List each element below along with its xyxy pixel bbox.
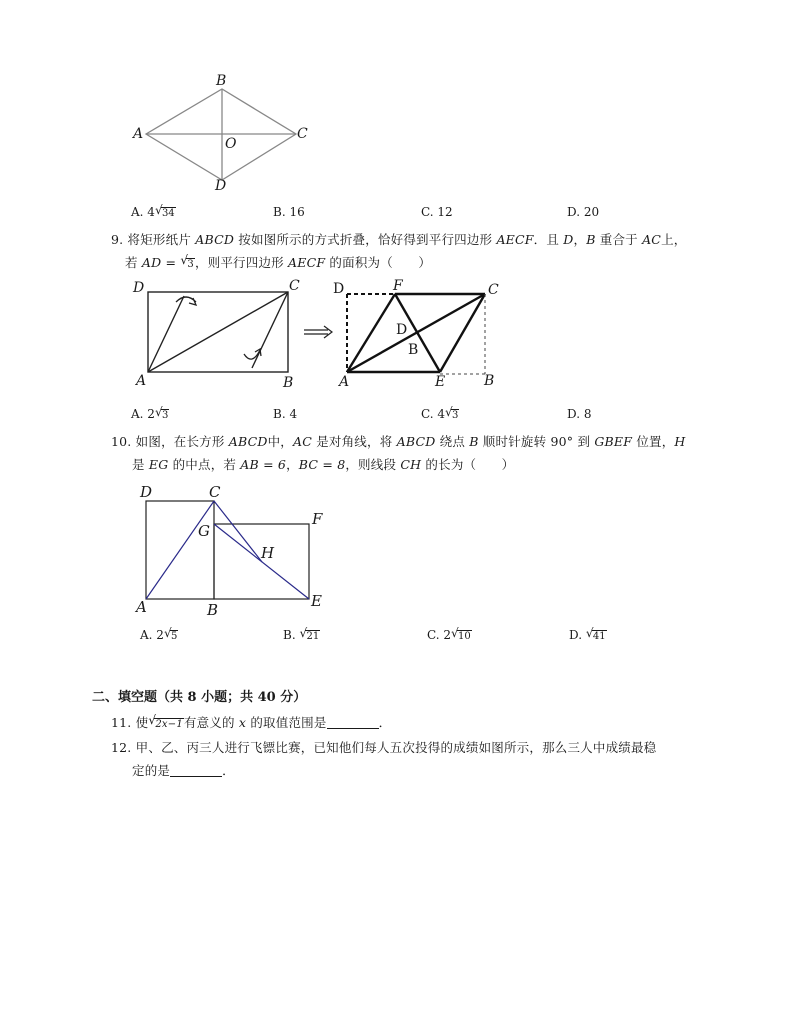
- q9-right-label-b2: B: [408, 342, 419, 358]
- q8-option-a: A. 4 √ 34: [131, 203, 175, 219]
- q9-right-label-d2: D: [396, 322, 408, 338]
- q9-right-label-e: E: [435, 374, 446, 390]
- section-title-fill-in: 二、填空题（共 8 小题；共 40 分）: [92, 690, 307, 705]
- q10-option-c: C. 2 √ 10: [427, 626, 471, 642]
- q11-answer-blank: [327, 716, 379, 729]
- q10-label-e: E: [311, 592, 322, 610]
- fig8-label-o: O: [225, 136, 237, 152]
- q9-right-label-b: B: [484, 373, 495, 389]
- fig8-label-b: B: [216, 73, 227, 89]
- q10-label-c: C: [209, 483, 221, 501]
- q8-option-d: D. 20: [567, 205, 600, 219]
- q10-label-a: A: [136, 598, 147, 616]
- q9-line2: 若 AD = √ 3，则平行四边形 AECF 的面积为（ ）: [125, 253, 432, 270]
- q10-option-d: D. √ 41: [569, 626, 606, 642]
- q10-option-b: B. √ 21: [283, 626, 320, 642]
- fig8-label-a: A: [133, 126, 144, 142]
- q9-left-label-d: D: [133, 280, 145, 296]
- q8-option-b: B. 16: [273, 205, 305, 219]
- q10-label-h: H: [261, 544, 275, 562]
- q9-right-label-f: F: [393, 278, 403, 294]
- q12-line2: 定的是 ．: [132, 763, 235, 778]
- q9-right-label-a: A: [339, 374, 350, 390]
- fig8-label-d: D: [215, 178, 227, 194]
- q10-option-a: A. 2 √ 5: [140, 626, 178, 642]
- q9-line1: 9. 将矩形纸片 ABCD 按如图所示的方式折叠，恰好得到平行四边形 AECF．且 D，B 重合于 AC上，: [111, 232, 687, 247]
- q9-right-label-c: C: [488, 282, 499, 298]
- q10-label-g: G: [198, 522, 210, 540]
- q12-answer-blank: [170, 764, 222, 777]
- q9-option-b: B. 4: [273, 407, 298, 421]
- q10-label-d: D: [140, 483, 153, 501]
- q10-label-b: B: [207, 601, 219, 619]
- q11-line: 11. 使 √ 2x−1有意义的 x 的取值范围是 ．: [111, 713, 392, 730]
- q9-right-label-d: D: [333, 281, 345, 297]
- q12-line1: 12. 甲、乙、丙三人进行飞镖比赛，已知他们每人五次投得的成绩如图所示，那么三人中成绩最稳: [111, 740, 657, 755]
- q10-line2: 是 EG 的中点，若 AB = 6，BC = 8，则线段 CH 的长为（ ）: [132, 457, 515, 472]
- fig8-label-c: C: [297, 126, 308, 142]
- q9-option-a: A. 2 √ 3: [131, 405, 169, 421]
- q9-option-d: D. 8: [567, 407, 592, 421]
- q10-label-f: F: [312, 510, 323, 528]
- q8-option-c: C. 12: [421, 205, 453, 219]
- q9-left-label-b: B: [283, 375, 294, 391]
- q9-left-label-c: C: [289, 278, 300, 294]
- q9-left-label-a: A: [136, 373, 147, 389]
- q10-line1: 10. 如图，在长方形 ABCD中，AC 是对角线，将 ABCD 绕点 B 顺时针旋转 90° 到 GBEF 位置，H: [111, 434, 686, 449]
- q9-option-c: C. 4 √ 3: [421, 405, 459, 421]
